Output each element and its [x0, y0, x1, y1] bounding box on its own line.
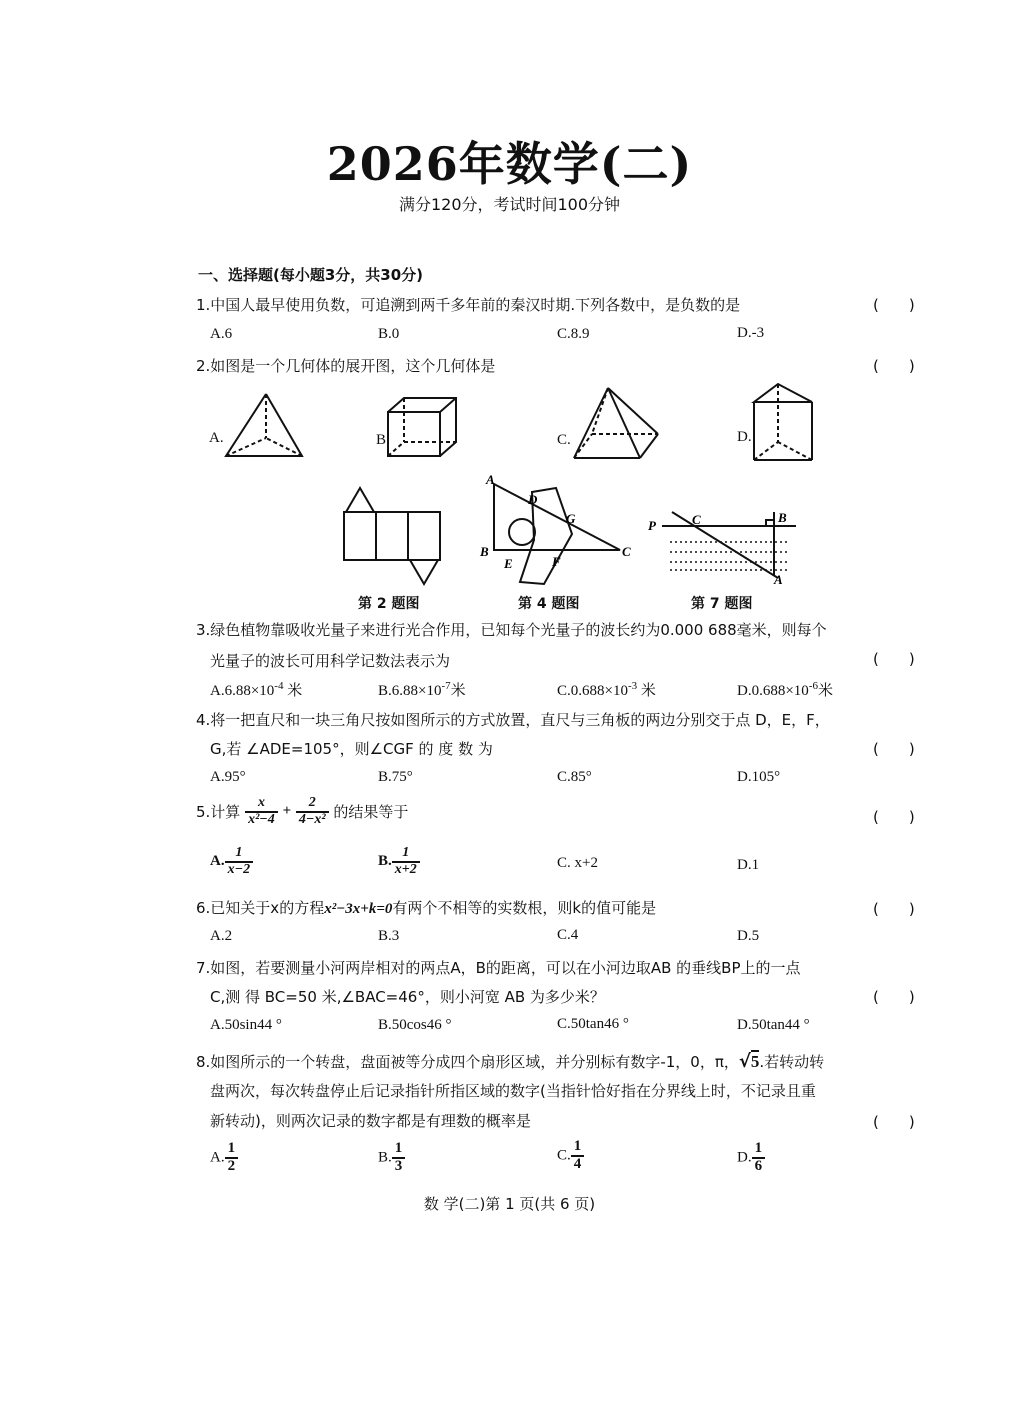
q7-option-c: C.50tan46 ° [557, 1016, 629, 1032]
label-a: A [774, 572, 783, 587]
label-c: C [622, 544, 631, 559]
question-7-line1: 7.如图，若要测量小河两岸相对的两点A，B的距离，可以在小河边取AB 的垂线BP上的一点 [196, 959, 801, 977]
q5-option-d: D.1 [737, 857, 760, 873]
q2-option-a: A. [209, 430, 224, 446]
q5-option-b: B. $\frac{1}{x+2}$ [378, 846, 420, 877]
question-8-line3: 新转动)，则两次记录的数字都是有理数的概率是 [210, 1112, 531, 1130]
question-7-line2: C,测 得 BC=50 米,∠BAC=46°，则小河宽 AB 为多少米？ [210, 988, 605, 1006]
q4-option-b: B.75° [378, 769, 413, 785]
q5-fraction-2: $\frac{2}{\text{4−x²}}$ [296, 796, 329, 827]
q7-option-b: B.50cos46 ° [378, 1017, 452, 1033]
q3-option-b: $B.6.88\times 10^{-7}$米 [378, 680, 466, 699]
q6-option-b: B.3 [378, 928, 400, 944]
q3-option-a: $A.6.88\times 10^{-4}$ 米 [210, 680, 303, 699]
label-b: B [778, 510, 787, 525]
answer-blank: ( ) [873, 808, 915, 826]
square-pyramid-figure [568, 384, 664, 464]
q1-option-c: C.8.9 [557, 326, 590, 342]
figure-2-caption: 第 2 题图 [358, 596, 420, 612]
answer-blank: ( ) [873, 740, 915, 758]
q4-option-c: C.85° [557, 769, 592, 785]
q1-option-b: B.0 [378, 326, 400, 342]
answer-blank: ( ) [873, 296, 915, 314]
label-d: D [528, 492, 538, 507]
q3-option-c: $C.0.688\times 10^{-3}$ 米 [557, 680, 656, 699]
label-e: E [504, 556, 513, 571]
answer-blank: ( ) [873, 900, 915, 918]
q8-option-b: B. $\frac{1}{3}$ [378, 1141, 405, 1175]
q2-option-c: C. [557, 432, 571, 448]
answer-blank: ( ) [873, 1113, 915, 1131]
figure-4-caption: 第 4 题图 [518, 596, 580, 612]
question-8-line1: 8.如图所示的一个转盘，盘面被等分成四个扇形区域，并分别标有数字-1，0，π，√5.若转动转 [196, 1051, 825, 1072]
question-2-text: 2.如图是一个几何体的展开图，这个几何体是 [196, 357, 496, 375]
sqrt-symbol: √ [738, 1051, 751, 1072]
section-heading: 一、选择题(每小题3分，共30分) [198, 266, 424, 284]
q2-option-b: B. [376, 432, 390, 448]
question-4-line1: 4.将一把直尺和一块三角尺按如图所示的方式放置，直尺与三角板的两边分别交于点 D，E，F， [196, 711, 830, 729]
river-figure [646, 504, 806, 590]
q1-option-a: A.6 [210, 326, 233, 342]
label-a: A [486, 472, 495, 487]
label-b: B [480, 544, 489, 559]
prism-net-figure [340, 484, 444, 588]
question-4-line2: G,若 ∠ADE=105°，则∠CGF 的 度 数 为 [210, 740, 493, 758]
answer-blank: ( ) [873, 357, 915, 375]
q5-option-c: C. x+2 [557, 855, 598, 871]
q8-option-c: C. $\frac{1}{4}$ [557, 1139, 584, 1173]
question-5-text: 5.计算 $\frac{x}{\text{x²−4}}$ + $\frac{2}{\text{4−x²}}$ 的结果等于 [196, 795, 409, 827]
label-g: G [566, 511, 576, 526]
question-8-line2: 盘两次，每次转盘停止后记录指针所指区域的数字(当指针恰好指在分界线上时，不记录且重 [210, 1082, 816, 1100]
q1-option-d: D.-3 [737, 325, 765, 341]
question-6-text: 6.已知关于x的方程x²−3x+k=0有两个不相等的实数根，则k的值可能是 [196, 899, 657, 917]
exam-subtitle: 满分120分，考试时间100分钟 [398, 195, 621, 214]
answer-blank: ( ) [873, 650, 915, 668]
question-1-text: 1.中国人最早使用负数，可追溯到两千多年前的秦汉时期.下列各数中，是负数的是 [196, 296, 741, 314]
label-f: F [552, 554, 561, 569]
triangular-pyramid-figure [222, 390, 308, 462]
q7-option-d: D.50tan44 ° [737, 1017, 810, 1033]
page-footer: 数 学(二)第 1 页(共 6 页) [423, 1195, 596, 1213]
q6-option-a: A.2 [210, 928, 233, 944]
q3-option-d: $D.0.688\times 10^{-6}$米 [737, 680, 833, 699]
triangular-prism-figure [750, 380, 818, 466]
cube-figure [384, 394, 462, 460]
q8-option-d: D. $\frac{1}{6}$ [737, 1141, 765, 1175]
ruler-triangle-figure [476, 470, 642, 588]
page-title: 2026年数学(二) [326, 137, 693, 191]
label-c: C [692, 512, 701, 527]
figure-7-caption: 第 7 题图 [691, 596, 753, 612]
q8-option-a: A. $\frac{1}{2}$ [210, 1141, 238, 1175]
question-3-line2: 光量子的波长可用科学记数法表示为 [210, 652, 451, 670]
q4-option-d: D.105° [737, 769, 781, 785]
question-3-line1: 3.绿色植物靠吸收光量子来进行光合作用，已知每个光量子的波长约为0.000 688毫米，则每个 [196, 621, 827, 639]
q6-option-c: C.4 [557, 927, 579, 943]
q7-option-a: A.50sin44 ° [210, 1017, 282, 1033]
q2-option-d: D. [737, 429, 752, 445]
q5-fraction-1: $\frac{x}{\text{x²−4}}$ [245, 796, 278, 827]
answer-blank: ( ) [873, 988, 915, 1006]
q6-option-d: D.5 [737, 928, 760, 944]
q5-option-a: A. $\frac{1}{x-2}$ [210, 846, 253, 877]
label-p: P [648, 518, 656, 533]
q4-option-a: A.95° [210, 769, 246, 785]
